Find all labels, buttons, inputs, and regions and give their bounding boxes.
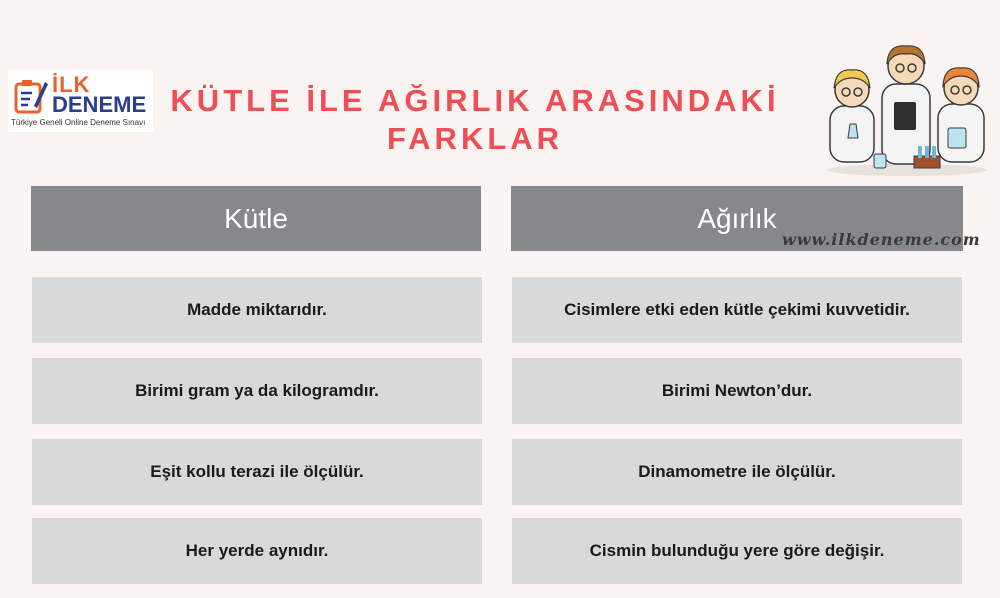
kutle-row-2: Birimi gram ya da kilogramdır. xyxy=(32,358,482,424)
kutle-row-4: Her yerde aynıdır. xyxy=(32,518,482,584)
brand-logo xyxy=(8,70,153,132)
agirlik-row-3: Dinamometre ile ölçülür. xyxy=(512,439,962,505)
page-title xyxy=(170,82,780,158)
agirlik-row-2: Birimi Newton’dur. xyxy=(512,358,962,424)
title-line-2: FARKLAR xyxy=(386,121,564,156)
logo-deneme-text: DENEME xyxy=(52,92,147,117)
logo-ilk-text: İLK xyxy=(52,72,91,97)
kutle-row-3: Eşit kollu terazi ile ölçülür. xyxy=(32,439,482,505)
website-watermark: www.ilkdeneme.com xyxy=(782,230,981,249)
notepad-pencil-icon xyxy=(12,76,48,114)
column-header-kutle: Kütle xyxy=(31,186,481,251)
logo-tagline: Türkiye Geneli Online Deneme Sınavı xyxy=(11,118,146,127)
agirlik-row-1: Cisimlere etki eden kütle çekimi kuvvetidir. xyxy=(512,277,962,343)
agirlik-row-4: Cismin bulunduğu yere göre değişir. xyxy=(512,518,962,584)
kutle-row-1: Madde miktarıdır. xyxy=(32,277,482,343)
title-line-1: KÜTLE İLE AĞIRLIK ARASINDAKİ xyxy=(170,83,780,118)
column-header-agirlik: Ağırlık xyxy=(511,186,963,251)
scientists-illustration xyxy=(822,38,992,178)
